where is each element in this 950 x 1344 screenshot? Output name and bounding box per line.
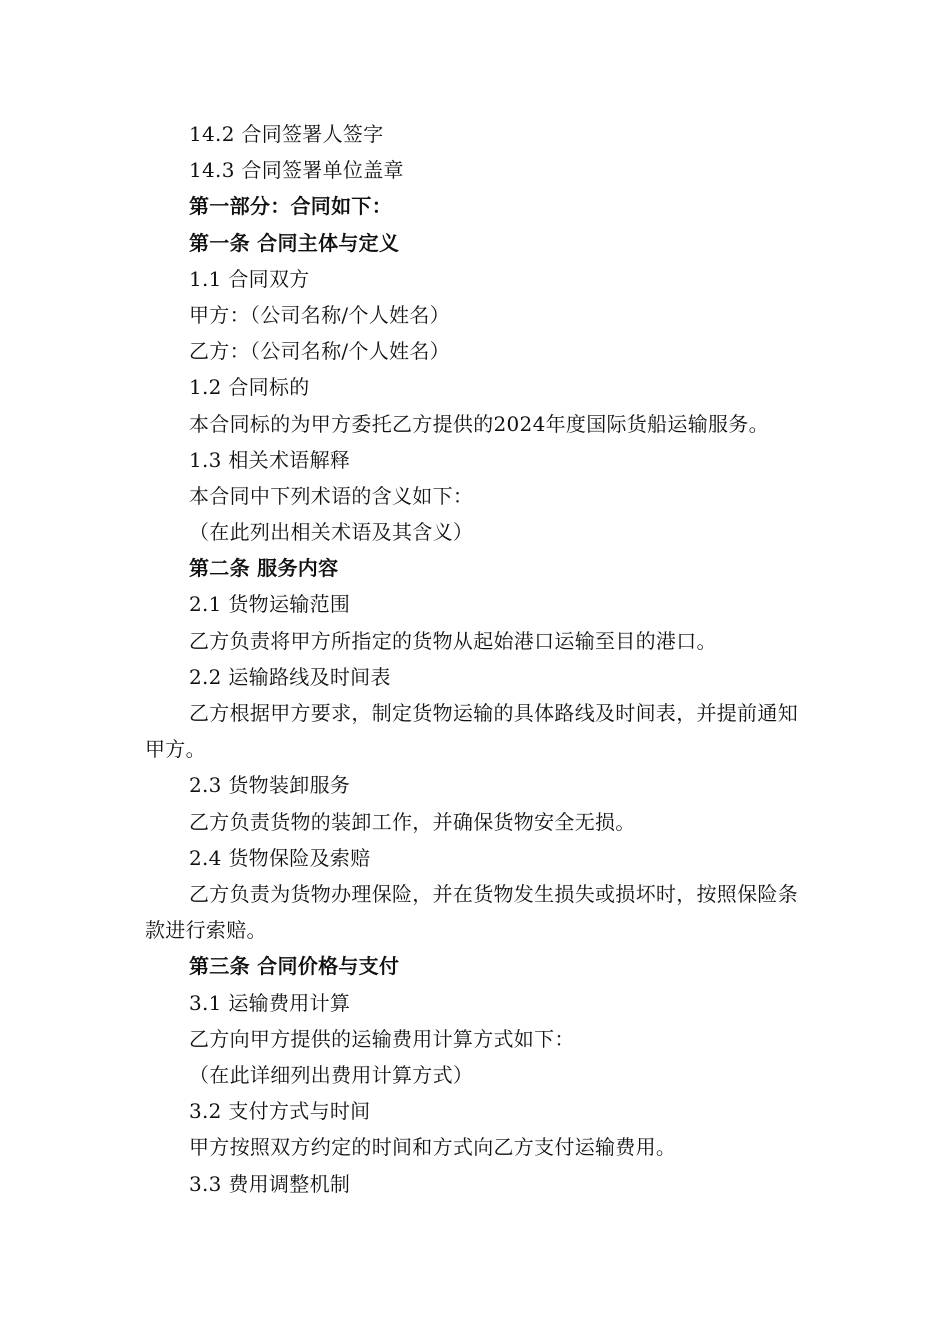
article-1-heading: 第一条 合同主体与定义 — [189, 230, 400, 255]
part-one-heading: 第一部分：合同如下： — [189, 194, 392, 219]
subject-matter-text: 本合同标的为甲方委托乙方提供的2024年度国际货船运输服务。 — [189, 411, 769, 436]
party-b-line: 乙方：（公司名称/个人姓名） — [189, 339, 450, 364]
clause-3-2: 3.2 支付方式与时间 — [189, 1099, 371, 1124]
clause-2-1: 2.1 货物运输范围 — [189, 592, 351, 617]
loading-text: 乙方负责货物的装卸工作，并确保货物安全无损。 — [189, 809, 636, 834]
article-3-heading: 第三条 合同价格与支付 — [189, 954, 400, 979]
clause-14-3: 14.3 合同签署单位盖章 — [189, 158, 404, 183]
clause-2-2: 2.2 运输路线及时间表 — [189, 664, 391, 689]
clause-14-2: 14.2 合同签署人签字 — [189, 122, 384, 146]
clause-3-3: 3.3 费用调整机制 — [189, 1171, 351, 1196]
clause-2-4: 2.4 货物保险及索赔 — [189, 845, 371, 870]
terms-placeholder-text: （在此列出相关术语及其含义） — [189, 520, 474, 545]
document-body — [145, 116, 815, 1202]
fee-calc-placeholder-text: （在此详细列出费用计算方式） — [189, 1062, 474, 1087]
route-schedule-text: 乙方根据甲方要求，制定货物运输的具体路线及时间表，并提前通知甲方。 — [145, 701, 798, 762]
fee-calc-intro-text: 乙方向甲方提供的运输费用计算方式如下： — [189, 1026, 575, 1051]
terms-intro-text: 本合同中下列术语的含义如下： — [189, 483, 474, 508]
clause-3-1: 3.1 运输费用计算 — [189, 990, 351, 1015]
clause-1-1: 1.1 合同双方 — [189, 266, 310, 291]
transport-scope-text: 乙方负责将甲方所指定的货物从起始港口运输至目的港口。 — [189, 628, 717, 653]
clause-2-3: 2.3 货物装卸服务 — [189, 773, 351, 798]
clause-1-3: 1.3 相关术语解释 — [189, 447, 351, 472]
party-a-line: 甲方：（公司名称/个人姓名） — [189, 302, 450, 327]
article-2-heading: 第二条 服务内容 — [189, 556, 339, 581]
clause-1-2: 1.2 合同标的 — [189, 375, 310, 400]
payment-text: 甲方按照双方约定的时间和方式向乙方支付运输费用。 — [189, 1135, 677, 1160]
insurance-text: 乙方负责为货物办理保险，并在货物发生损失或损坏时，按照保险条款进行索赔。 — [145, 881, 798, 943]
